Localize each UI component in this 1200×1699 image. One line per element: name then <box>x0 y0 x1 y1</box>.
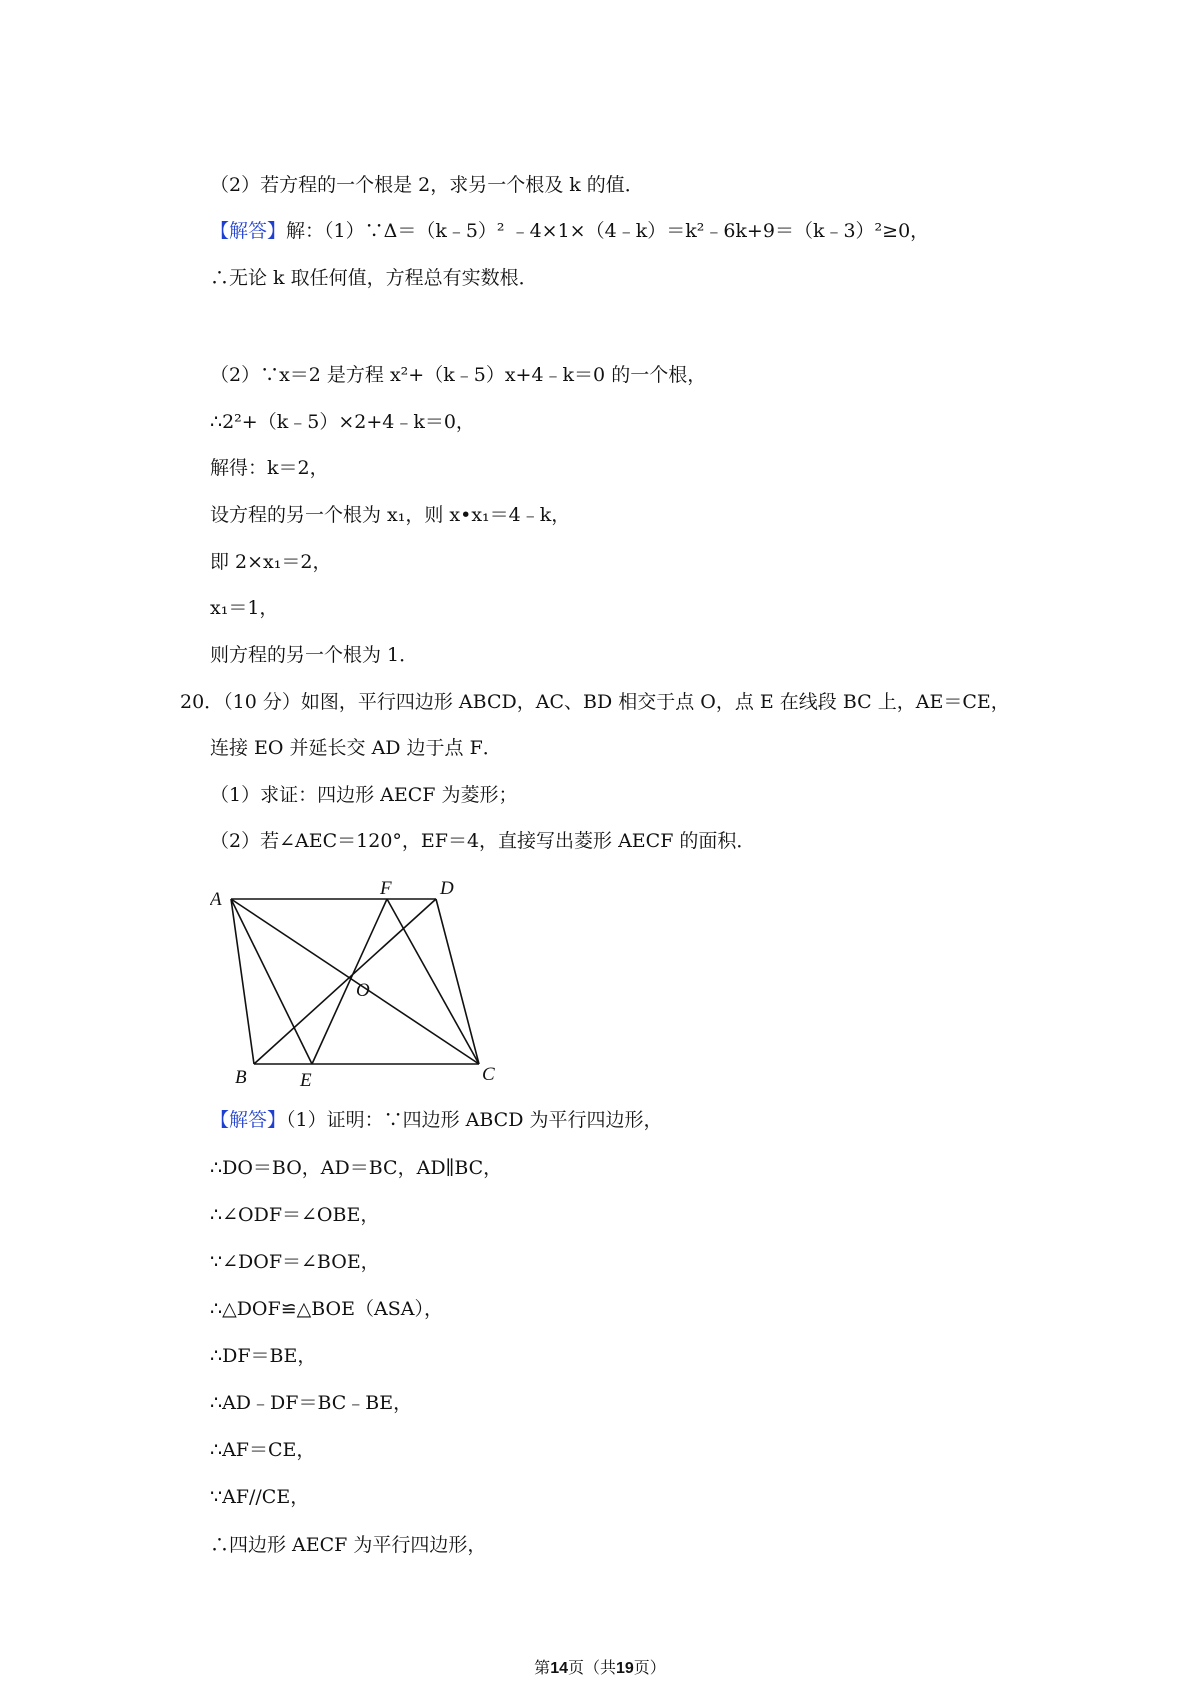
label-A: A <box>210 889 222 910</box>
label-O: O <box>356 980 370 1001</box>
question-20-line: 连接 EO 并延长交 AD 边于点 F． <box>210 737 502 759</box>
label-B: B <box>235 1067 247 1088</box>
proof-line: ∴∠ODF＝∠OBE， <box>210 1204 380 1226</box>
page-footer: 第14页（共19页） <box>534 1658 666 1677</box>
label-C: C <box>482 1064 495 1085</box>
proof-line: ∵AF//CE， <box>210 1486 310 1508</box>
question-20-part-2: （2）若∠AEC＝120°，EF＝4，直接写出菱形 AECF 的面积． <box>210 830 756 852</box>
total-pages: 19 <box>616 1660 634 1677</box>
question-20-title: 20．（10 分）如图，平行四边形 ABCD，AC、BD 相交于点 O，点 E 在线段 BC 上，AE＝CE， <box>180 691 1010 713</box>
answer-tag: 【解答】 <box>210 220 287 242</box>
answer-line: x₁＝1， <box>210 597 279 619</box>
label-D: D <box>440 878 454 899</box>
geometry-diagram <box>210 875 520 1090</box>
question-20-part-1: （1）求证：四边形 AECF 为菱形； <box>210 784 518 806</box>
answer-line: 【解答】解：（1）∵Δ＝（k﹣5）² ﹣4×1×（4﹣k）＝k²﹣6k+9＝（k﹣3）²≥0， <box>210 220 930 242</box>
segment-EF <box>312 899 387 1064</box>
page-number: 14 <box>550 1660 568 1677</box>
segment-FC <box>387 899 479 1064</box>
answer-line: 则方程的另一个根为 1． <box>210 644 419 666</box>
parallelogram-figure <box>210 875 520 1090</box>
proof-line: ∴AF＝CE， <box>210 1439 316 1461</box>
proof-line: 【解答】（1）证明：∵四边形 ABCD 为平行四边形， <box>210 1109 663 1131</box>
proof-line: ∴△DOF≌△BOE（ASA）， <box>210 1298 443 1320</box>
proof-line: ∴DO＝BO，AD＝BC，AD∥BC， <box>210 1157 503 1179</box>
answer-line: 即 2×x₁＝2， <box>210 551 332 573</box>
proof-line: ∵∠DOF＝∠BOE， <box>210 1251 380 1273</box>
proof-line: ∴四边形 AECF 为平行四边形， <box>210 1534 487 1556</box>
answer-tag: 【解答】 <box>210 1109 287 1131</box>
answer-line: 解得：k＝2， <box>210 457 329 479</box>
answer-line: （2）∵x＝2 是方程 x²+（k﹣5）x+4﹣k＝0 的一个根， <box>210 364 707 386</box>
label-F: F <box>380 878 392 899</box>
answer-line: ∴2²+（k﹣5）×2+4﹣k＝0， <box>210 411 475 433</box>
diagonal-BD <box>254 899 436 1064</box>
answer-line: ∴无论 k 取任何值，方程总有实数根． <box>210 267 538 289</box>
answer-line: 设方程的另一个根为 x₁，则 x•x₁＝4﹣k， <box>210 504 571 526</box>
question-part-2: （2）若方程的一个根是 2，求另一个根及 k 的值． <box>210 174 644 196</box>
label-E: E <box>300 1070 312 1090</box>
proof-line: ∴AD﹣DF＝BC﹣BE， <box>210 1392 413 1414</box>
proof-line: ∴DF＝BE， <box>210 1345 317 1367</box>
